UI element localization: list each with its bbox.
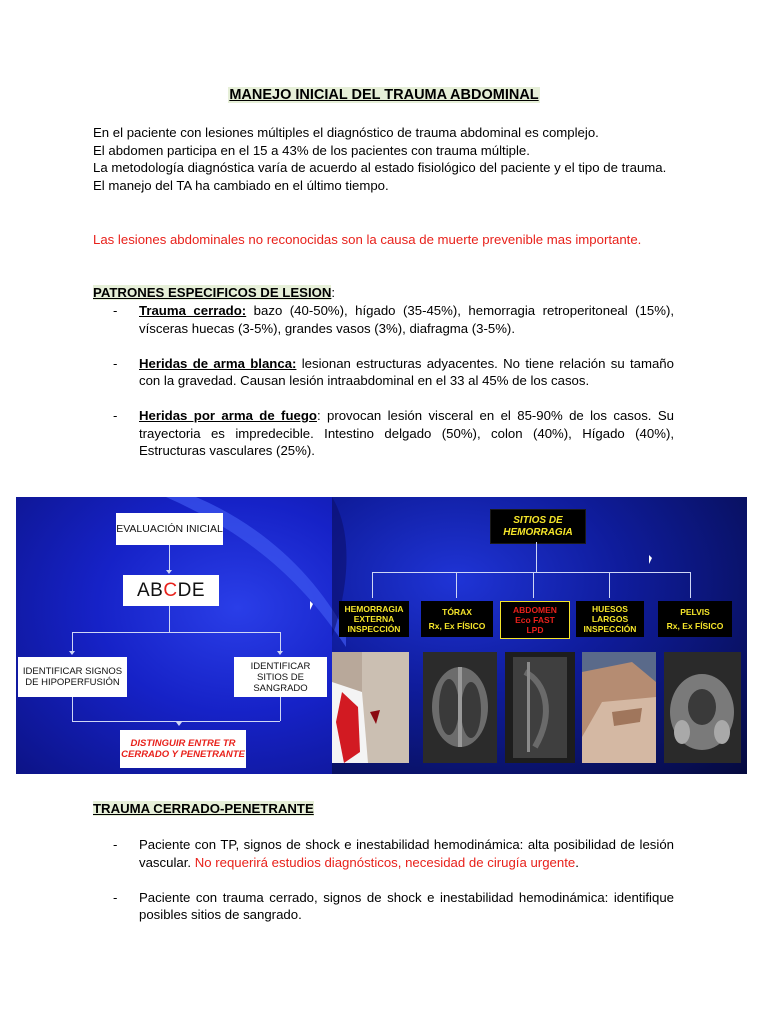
hipoperfusion-box: IDENTIFICAR SIGNOS DE HIPOPERFUSIÓN [18,657,127,697]
list-item: - Paciente con trauma cerrado, signos de shock e inestabilidad hemodinámica: identifique posibles sitios de sangrado. [113,889,674,922]
intro-line: La metodología diagnóstica varía de acuerdo al estado fisiológico del paciente y el tipo de trauma. [93,160,667,175]
trauma-list [0,836,768,941]
intro-line: El abdomen participa en el 15 a 43% de los pacientes con trauma múltiple. [93,142,530,158]
evaluacion-box: EVALUACIÓN INICIAL [116,513,223,545]
warning-text: Las lesiones abdominales no reconocidas son la causa de muerte prevenible mas importante. [93,232,642,247]
connector [169,545,170,571]
category-huesos: HUESOS LARGOS INSPECCIÓN [576,601,644,637]
intro-paragraph [93,124,674,194]
cursor-icon [310,601,313,610]
bullet-dash: - [113,355,118,371]
xray-torax-photo [423,652,497,763]
connector [280,697,281,721]
sangrado-box: IDENTIFICAR SITIOS DE SANGRADO [234,657,327,697]
category-abdomen: ABDOMEN Eco FAST LPD [500,601,570,639]
connector [536,542,537,572]
cursor-icon [649,555,652,564]
category-torax: TÓRAX Rx, Ex FÍSICO [421,601,493,637]
list-item: - Heridas de arma blanca: lesionan estructuras adyacentes. No tiene relación su tamaño con la gravedad. Causan lesión intraabdominal en el 33 al 45% de los casos. [113,355,674,388]
category-pelvis: PELVIS Rx, Ex FÍSICO [658,601,732,637]
trauma-heading: TRAUMA CERRADO-PENETRANTE [93,801,314,816]
category-hemorragia: HEMORRAGIA EXTERNA INSPECCIÓN [339,601,409,637]
connector [690,572,691,598]
bullet-dash: - [113,889,118,905]
distinguir-box: DISTINGUIR ENTRE TR CERRADO Y PENETRANTE [120,730,246,768]
list-item: - Paciente con TP, signos de shock e inestabilidad hemodinámica: alta posibilidad de lesión vascular. No requerirá estudios diagnósticos, necesidad de cirugía urgente. [113,837,674,870]
page-title: MANEJO INICIAL DEL TRAUMA ABDOMINAL [229,87,539,103]
xray-pelvis-photo [664,652,741,763]
connector [72,632,73,652]
list-item: - Heridas por arma de fuego: provocan lesión visceral en el 85-90% de los casos. Su trayectoria es impredecible. Intestino delgado (50%), colon (40%), Hígado (40%), Estructuras vasculares (25%). [113,408,674,458]
intro-line: En el paciente con lesiones múltiples el diagnóstico de trauma abdominal es complejo. [93,125,599,140]
sitios-box: SITIOS DE HEMORRAGIA [490,509,586,544]
arrow-icon [69,651,75,655]
bullet-dash: - [113,303,118,318]
abcde-box: AB C DE [123,575,219,606]
connector [169,606,170,632]
bullet-dash: - [113,837,118,852]
intro-line: El manejo del TA ha cambiado en el último tiempo. [93,177,389,193]
wound-photo [332,652,409,763]
connector [533,572,534,598]
ultrasound-photo [505,652,575,763]
patrones-heading: PATRONES ESPECIFICOS DE LESION: [93,285,336,300]
flowchart-slide [16,497,747,774]
patrones-list [0,302,768,477]
connector [372,572,690,573]
connector [280,632,281,652]
connector [609,572,610,598]
huesos-photo [582,652,656,763]
connector [72,632,280,633]
list-item: - Trauma cerrado: bazo (40-50%), hígado (35-45%), hemorragia retroperitoneal (15%), vísceras huecas (3-5%), grandes vasos (3%), diafragma (3-5%). [113,303,675,336]
arrow-icon [176,722,182,726]
connector [72,697,73,721]
connector [456,572,457,598]
arrow-icon [166,570,172,574]
arrow-icon [277,651,283,655]
connector [372,572,373,598]
bullet-dash: - [113,408,118,423]
